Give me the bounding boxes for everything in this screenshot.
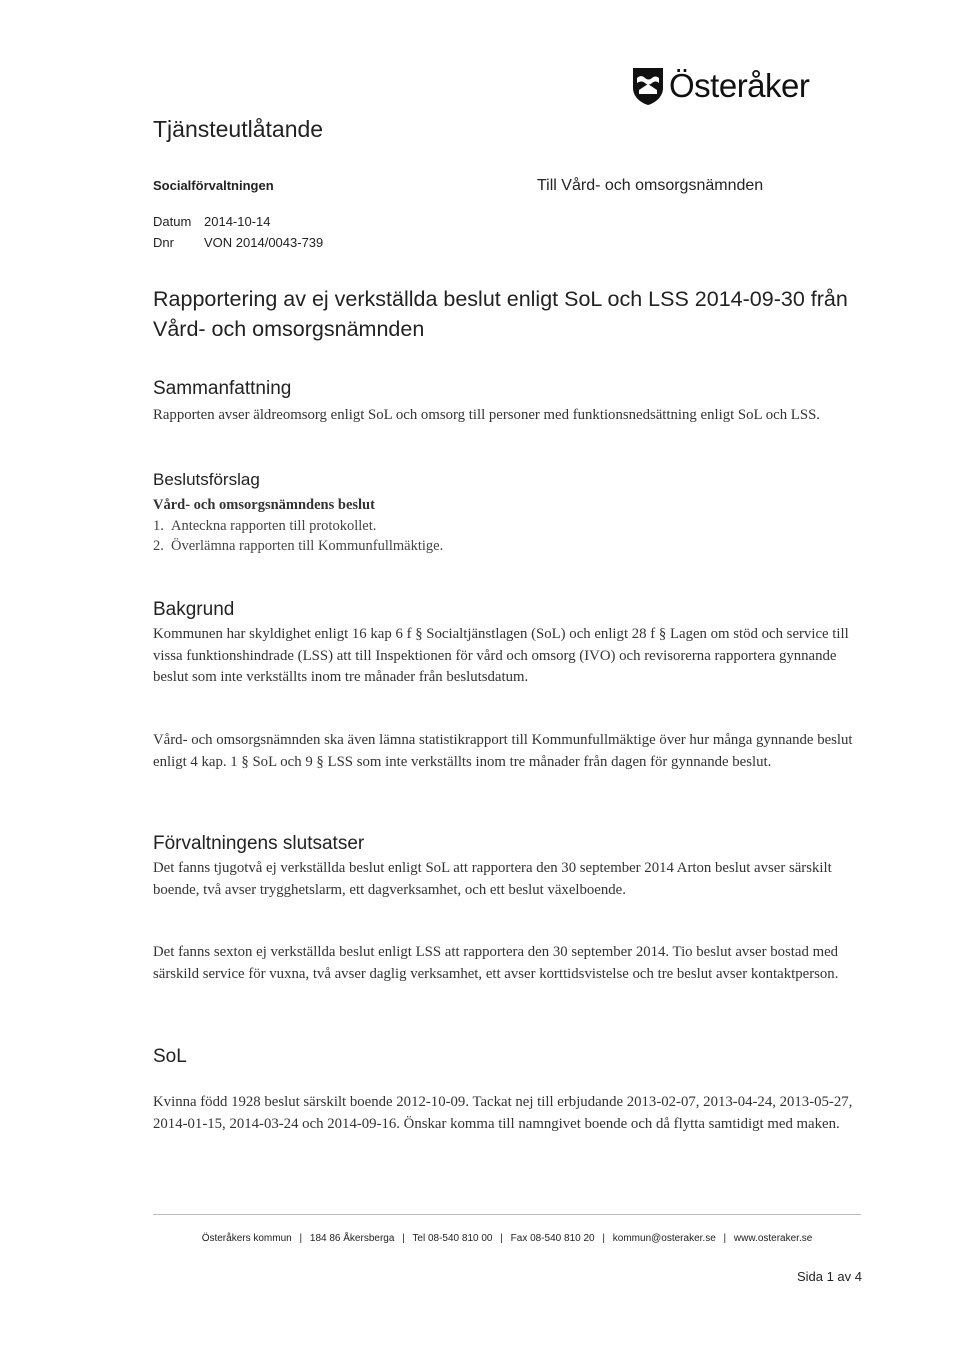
date-row (153, 214, 271, 229)
osteraker-logo (631, 64, 831, 108)
dnr-row (153, 235, 323, 250)
footer-separator: | (723, 1233, 727, 1244)
footer-separator: | (299, 1233, 303, 1244)
footer-fax: Fax 08-540 810 20 (510, 1233, 595, 1244)
conclusions-heading: Förvaltningens slutsatser (153, 833, 365, 854)
footer-separator: | (500, 1233, 503, 1244)
page-number: Sida 1 av 4 (796, 1269, 862, 1284)
sol-text: Kvinna född 1928 beslut särskilt boende 2012-10-09. Tackat nej till erbjudande 2013-02-07, 2013-04-24, 2013-05-27, 2014-01-15, 2014-03-24 och 2014-09-16. Önskar komma till namngivet boende och då flytta samtidigt med maken. (153, 1094, 853, 1132)
footer-website: www.osteraker.se (733, 1233, 813, 1244)
date-label: Datum (153, 214, 192, 229)
proposal-item-number: 2. (153, 538, 164, 554)
footer-separator: | (402, 1233, 405, 1244)
proposal-item (153, 538, 443, 555)
recipient: Till Vård- och omsorgsnämnden (537, 177, 764, 194)
sol-heading: SoL (153, 1046, 187, 1067)
footer-separator: | (602, 1233, 605, 1244)
conclusions-paragraph-1: Det fanns tjugotvå ej verkställda beslut enligt SoL att rapportera den 30 september 2014 Arton beslut avser särskilt boende, två avser trygghetslarm, ett dagverksamhet, och ett beslut växelboende. (153, 860, 832, 898)
dnr-value: VON 2014/0043-739 (204, 235, 324, 250)
background-paragraph-2: Vård- och omsorgsnämnden ska även lämna statistikrapport till Kommunfullmäktige över hur många gynnande beslut enligt 4 kap. 1 § SoL och 9 § LSS som inte verkställts inom tre månader från dagen för gynnande beslut. (153, 732, 853, 770)
footer-phone: Tel 08-540 810 00 (412, 1233, 493, 1244)
proposal-item-text: Överlämna rapporten till Kommunfullmäktige. (171, 538, 444, 554)
municipal-shield-icon (631, 66, 665, 106)
proposal-item-text: Anteckna rapporten till protokollet. (171, 518, 377, 534)
footer-divider (153, 1214, 861, 1215)
logo-text: Österåker (669, 67, 810, 104)
document-title: Rapportering av ej verkställda beslut enligt SoL och LSS 2014-09-30 från Vård- och omsorgsnämnden (153, 287, 848, 341)
dnr-label: Dnr (153, 235, 174, 250)
proposal-item-number: 1. (153, 518, 164, 534)
document-type: Tjänsteutlåtande (153, 116, 324, 142)
footer-org: Österåkers kommun (201, 1233, 292, 1244)
summary-heading: Sammanfattning (153, 378, 292, 399)
proposal-heading: Beslutsförslag (153, 470, 260, 489)
footer-address: 184 86 Åkersberga (309, 1233, 395, 1244)
proposal-subheading: Vård- och omsorgsnämndens beslut (153, 497, 375, 513)
proposal-item (153, 518, 376, 535)
summary-text: Rapporten avser äldreomsorg enligt SoL och omsorg till personer med funktionsnedsättning enligt SoL och LSS. (153, 407, 821, 423)
footer-email: kommun@osteraker.se (612, 1233, 716, 1244)
background-heading: Bakgrund (153, 599, 235, 620)
conclusions-paragraph-2: Det fanns sexton ej verkställda beslut enligt LSS att rapportera den 30 september 2014. Tio beslut avser bostad med särskild service för vuxna, två avser daglig verksamhet, ett avser korttidsvistelse och tre beslut avser kontaktperson. (153, 944, 839, 982)
date-value: 2014-10-14 (204, 214, 271, 229)
footer (153, 1233, 861, 1244)
department: Socialförvaltningen (153, 178, 274, 193)
background-paragraph-1: Kommunen har skyldighet enligt 16 kap 6 f § Socialtjänstlagen (SoL) och enligt 28 f § Lagen om stöd och service till vissa funktionshindrade (LSS) att till Inspektionen för vård och omsorg (IVO) och revisorerna rapportera gynnande beslut som inte verkställts inom tre månader från beslutsdatum. (153, 626, 849, 685)
